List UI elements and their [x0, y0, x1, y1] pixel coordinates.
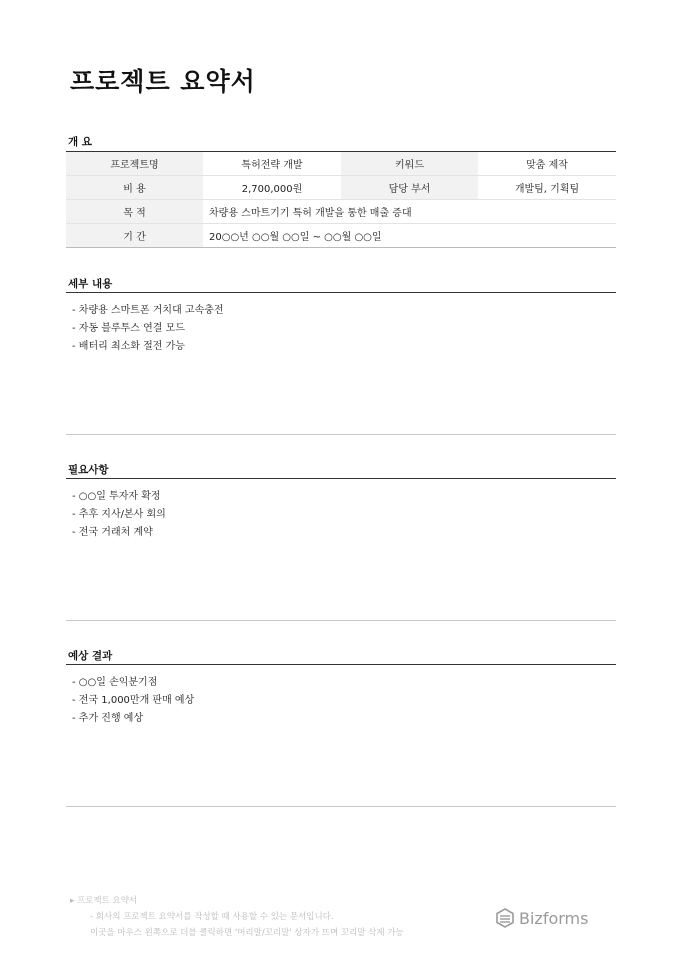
list-item: - 자동 블루투스 연결 모드	[72, 323, 185, 334]
bizforms-logo	[495, 908, 588, 928]
overview-value: 20○○년 ○○월 ○○일 ~ ○○월 ○○일	[203, 224, 616, 248]
expected-section-title: 예상 결과	[68, 650, 113, 662]
overview-table	[66, 151, 616, 248]
footer-line: - 회사의 프로젝트 요약서를 작성할 때 사용할 수 있는 문서입니다.	[90, 912, 334, 922]
footer-line: 이곳을 마우스 왼쪽으로 더블 클릭하면 '머리말/꼬리말' 상자가 뜨며 꼬리말 삭제 가능	[90, 928, 404, 938]
overview-value: 개발팀, 기획팀	[478, 176, 616, 200]
overview-value: 2,700,000원	[203, 176, 341, 200]
list-item: - 차량용 스마트폰 거치대 고속충전	[72, 305, 224, 316]
list-item: - 전국 1,000만개 판매 예상	[72, 695, 195, 706]
details-section-title: 세부 내용	[68, 278, 113, 290]
table-row	[66, 224, 616, 248]
logo-text: Bizforms	[519, 908, 589, 928]
list-item: - 전국 거래처 계약	[72, 527, 153, 538]
overview-section-title: 개 요	[68, 136, 92, 148]
requirements-section-title: 필요사항	[68, 464, 109, 476]
document-title: 프로젝트 요약서	[70, 67, 256, 96]
table-row	[66, 200, 616, 224]
overview-label: 프로젝트명	[66, 152, 203, 176]
list-item: - ○○일 손익분기점	[72, 677, 158, 688]
overview-label: 담당 부서	[341, 176, 478, 200]
overview-label: 키워드	[341, 152, 478, 176]
expected-box	[66, 664, 616, 807]
table-row	[66, 152, 616, 176]
overview-label: 목 적	[66, 200, 203, 224]
overview-label: 기 간	[66, 224, 203, 248]
overview-value: 차량용 스마트기기 특허 개발을 통한 매출 증대	[203, 200, 616, 224]
overview-label: 비 용	[66, 176, 203, 200]
requirements-box	[66, 478, 616, 621]
bizforms-logo-icon	[495, 908, 515, 928]
list-item: - 추가 진행 예상	[72, 713, 144, 724]
list-item: - 배터리 최소화 절전 가능	[72, 341, 185, 352]
footer-line: ▸ 프로젝트 요약서	[70, 896, 138, 906]
overview-value: 특허전략 개발	[203, 152, 341, 176]
footer-note[interactable]	[70, 893, 404, 941]
details-box	[66, 292, 616, 435]
list-item: - 추후 지사/본사 회의	[72, 509, 166, 520]
overview-value: 맞춤 제작	[478, 152, 616, 176]
table-row	[66, 176, 616, 200]
list-item: - ○○일 투자자 확정	[72, 491, 161, 502]
